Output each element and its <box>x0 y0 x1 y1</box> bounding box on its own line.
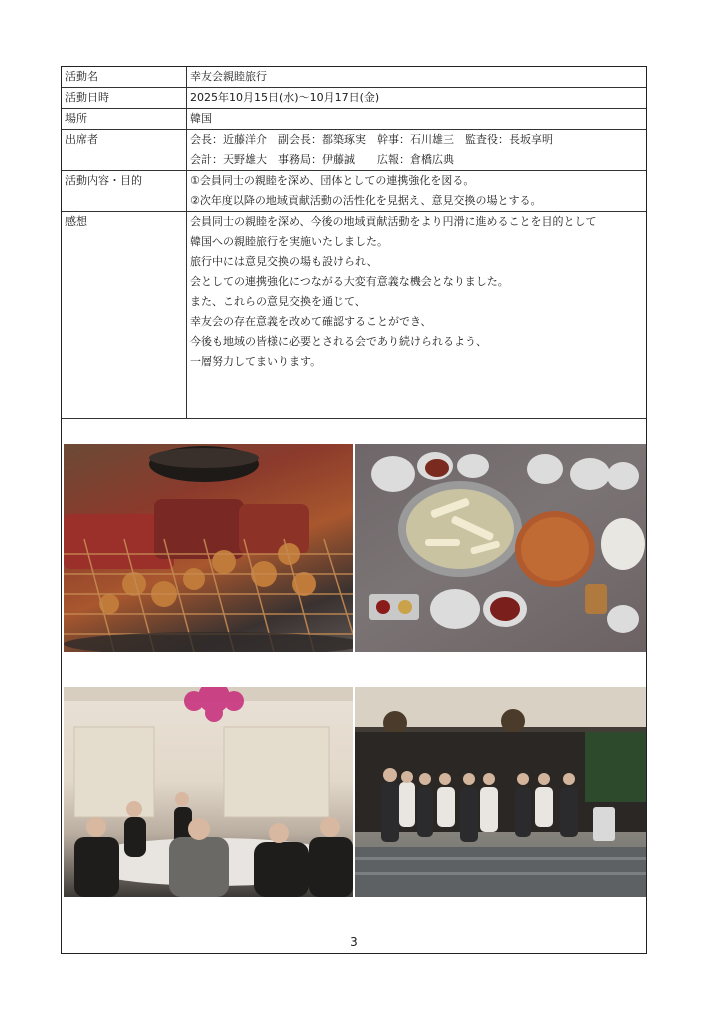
row-value-impressions <box>187 212 647 419</box>
impressions-line: 会としての連携強化につながる大変有意義な機会となりました。 <box>190 275 509 288</box>
row-value-attendees <box>187 130 647 171</box>
row-value-date: 2025年10月15日(水)～10月17日(金) <box>187 88 647 109</box>
row-value-activity-name: 幸友会親睦旅行 <box>187 67 647 88</box>
table-row <box>62 130 646 171</box>
attendees-line: 会計：天野雄大 事務局：伊藤誠 広報：倉橋広典 <box>190 153 454 166</box>
row-label-impressions: 感想 <box>62 212 187 419</box>
attendees-line: 会長：近藤洋介 副会長：都築琢実 幹事：石川雄三 監査役：長坂享明 <box>190 133 553 146</box>
row-label-location: 場所 <box>62 109 187 130</box>
row-label-activity-name: 活動名 <box>62 67 187 88</box>
purpose-line: ②次年度以降の地域貢献活動の活性化を見据え、意見交換の場とする。 <box>190 194 542 207</box>
bbq-grill-photo <box>64 444 353 652</box>
row-value-purpose <box>187 171 647 212</box>
group-photo <box>355 687 646 897</box>
impressions-line: 幸友会の存在意義を改めて確認することができ、 <box>190 315 432 328</box>
impressions-line: 会員同士の親睦を深め、今後の地域貢献活動をより円滑に進めることを目的として <box>190 215 597 228</box>
row-value-location: 韓国 <box>187 109 647 130</box>
table-row <box>62 88 646 109</box>
row-label-date: 活動日時 <box>62 88 187 109</box>
table-row <box>62 212 646 419</box>
impressions-line: 韓国への親睦旅行を実施いたしました。 <box>190 235 388 248</box>
table-row <box>62 67 646 88</box>
purpose-line: ①会員同士の親睦を深め、団体としての連携強化を図る。 <box>190 174 475 187</box>
impressions-line: また、これらの意見交換を通じて、 <box>190 295 366 308</box>
table-row <box>62 171 646 212</box>
dinner-table-photo <box>355 444 646 652</box>
row-label-attendees: 出席者 <box>62 130 187 171</box>
impressions-line: 今後も地域の皆様に必要とされる会であり続けられるよう、 <box>190 335 487 348</box>
banquet-room-photo <box>64 687 353 897</box>
table-row <box>62 109 646 130</box>
impressions-line: 一層努力してまいります。 <box>190 355 322 368</box>
impressions-line: 旅行中には意見交換の場も設けられ、 <box>190 255 378 268</box>
page-number: 3 <box>350 935 358 949</box>
report-frame <box>61 66 647 954</box>
row-label-purpose: 活動内容・目的 <box>62 171 187 212</box>
activity-info-table <box>62 67 646 419</box>
